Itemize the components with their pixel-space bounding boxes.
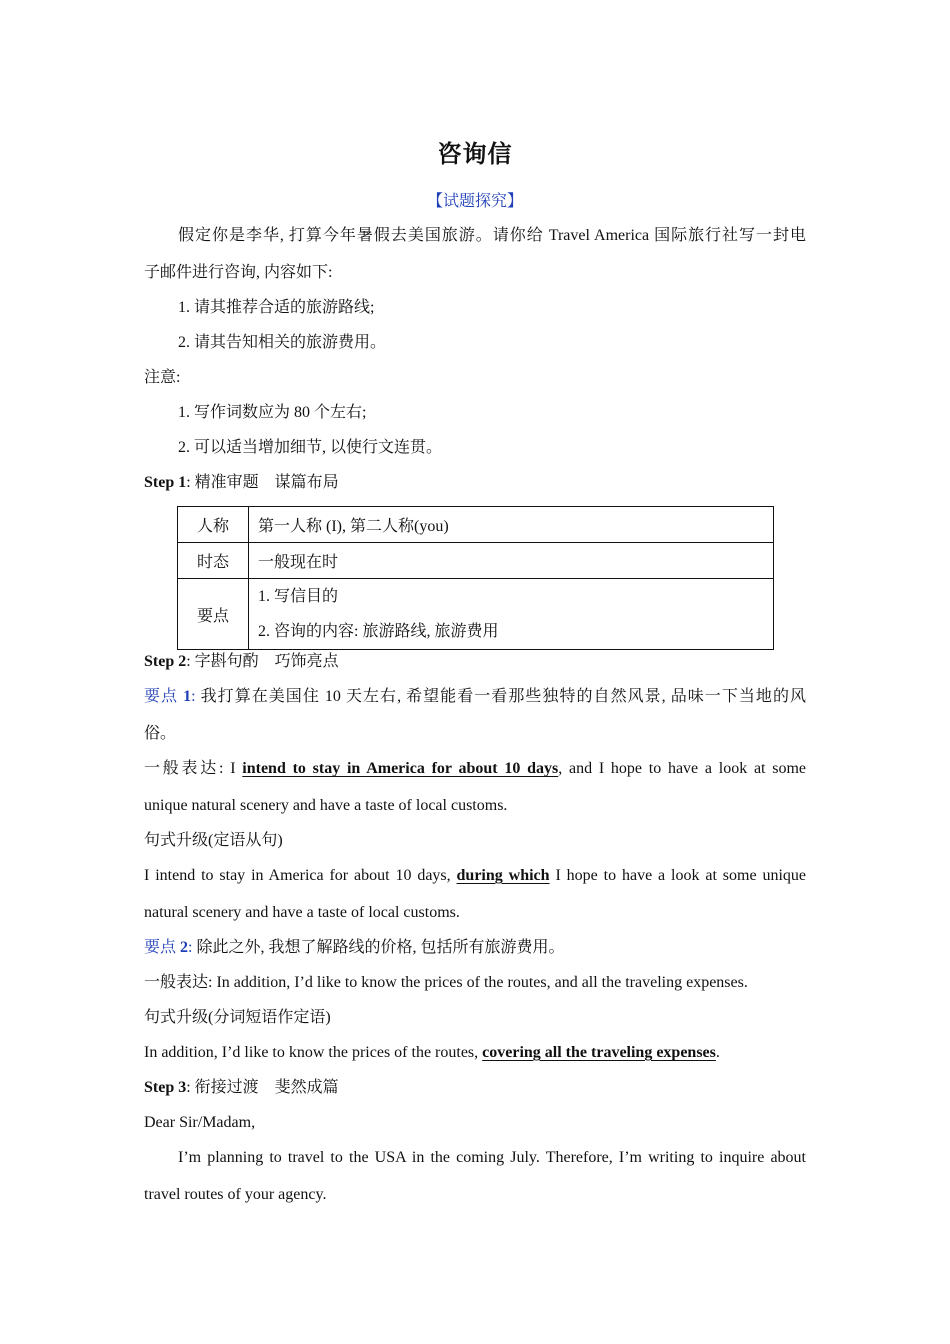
point-1-text: 我打算在美国住 10 天左右, 希望能看一看那些独特的自然风景, 品味一下当地的风 [195,688,806,705]
note-item-2: 2. 可以适当增加细节, 以使行文连贯。 [178,439,443,456]
point-2-upgrade-label: 句式升级(分词短语作定语) [144,1009,331,1026]
table-value-points [249,579,774,650]
table-row [178,543,774,579]
step-2-label: Step 2 [144,653,187,670]
prompt-line-2: 子邮件进行咨询, 内容如下: [144,264,333,281]
letter-greeting: Dear Sir/Madam, [144,1114,256,1131]
letter-paragraph-line-2: travel routes of your agency. [144,1186,327,1203]
step-2-text: : 字斟句酌 巧饰亮点 [186,653,339,670]
table-row [178,507,774,543]
table-key-tense: 时态 [178,543,249,579]
point-2-upgrade-bold: covering all the traveling expenses [482,1044,716,1061]
point-1-general-rest: , and I hope to have a look at some [558,760,807,777]
table-point-2: 2. 咨询的内容: 旅游路线, 旅游费用 [258,623,499,640]
point-1-upgrade-line-2: natural scenery and have a taste of local customs. [144,904,460,921]
prompt-item-2: 2. 请其告知相关的旅游费用。 [178,334,387,351]
point-2-upgrade-pre: In addition, I’d like to know the prices of the routes, [144,1044,483,1061]
step-2-heading [144,651,806,673]
note-item-1: 1. 写作词数应为 80 个左右; [178,404,367,421]
point-1-num: 1 [183,688,192,705]
note-label: 注意: [144,369,181,386]
point-1-general-label: 一般表达: I [144,760,243,777]
table-row [178,579,774,650]
table-value-person: 第一人称 (I), 第二人称(you) [249,507,774,543]
point-1-line [144,686,806,708]
table-key-points: 要点 [178,579,249,650]
point-1-colon: : [191,688,196,705]
point-2-text: 除此之外, 我想了解路线的价格, 包括所有旅游费用。 [192,939,565,956]
prompt-line-1: 假定你是李华, 打算今年暑假去美国旅游。请你给 Travel America 国际旅行社写一封电 [178,227,806,244]
point-1-upgrade-pre: I intend to stay in America for about 10 days, [144,867,457,884]
step-1-text: : 精准审题 谋篇布局 [186,474,339,491]
point-2-line [144,937,806,959]
step-1-label: Step 1 [144,474,187,491]
point-1-upgrade-label: 句式升级(定语从句) [144,832,283,849]
point-1-label: 要点 [144,688,184,705]
point-2-colon: : [188,939,193,956]
step-1-heading [144,472,806,494]
section-label: 【试题探究】 [426,193,523,210]
step-3-text: : 衔接过渡 斐然成篇 [186,1079,339,1096]
step-3-heading [144,1077,806,1099]
letter-paragraph-line-1: I’m planning to travel to the USA in the coming July. Therefore, I’m writing to inquire about [178,1149,806,1166]
point-1-upgrade-bold: during which [456,867,550,884]
analysis-table [177,506,774,650]
point-2-general: 一般表达: In addition, I’d like to know the prices of the routes, and all the traveling expenses. [144,974,748,991]
point-2-label: 要点 [144,939,181,956]
prompt-item-1: 1. 请其推荐合适的旅游路线; [178,299,375,316]
step-3-label: Step 3 [144,1079,187,1096]
table-point-1: 1. 写信目的 [258,588,339,605]
point-1-upgrade-rest: I hope to have a look at some unique [549,867,806,884]
point-1-general-bold: intend to stay in America for about 10 days [242,760,559,777]
point-2-upgrade [144,1042,806,1064]
point-1-line-2: 俗。 [144,725,177,742]
page-title: 咨询信 [437,142,513,168]
table-value-tense: 一般现在时 [249,543,774,579]
table-key-person: 人称 [178,507,249,543]
point-1-general [144,758,806,780]
point-1-general-line-2: unique natural scenery and have a taste of local customs. [144,797,508,814]
point-2-upgrade-end: . [715,1044,720,1061]
point-2-num: 2 [180,939,189,956]
point-1-upgrade [144,865,806,887]
